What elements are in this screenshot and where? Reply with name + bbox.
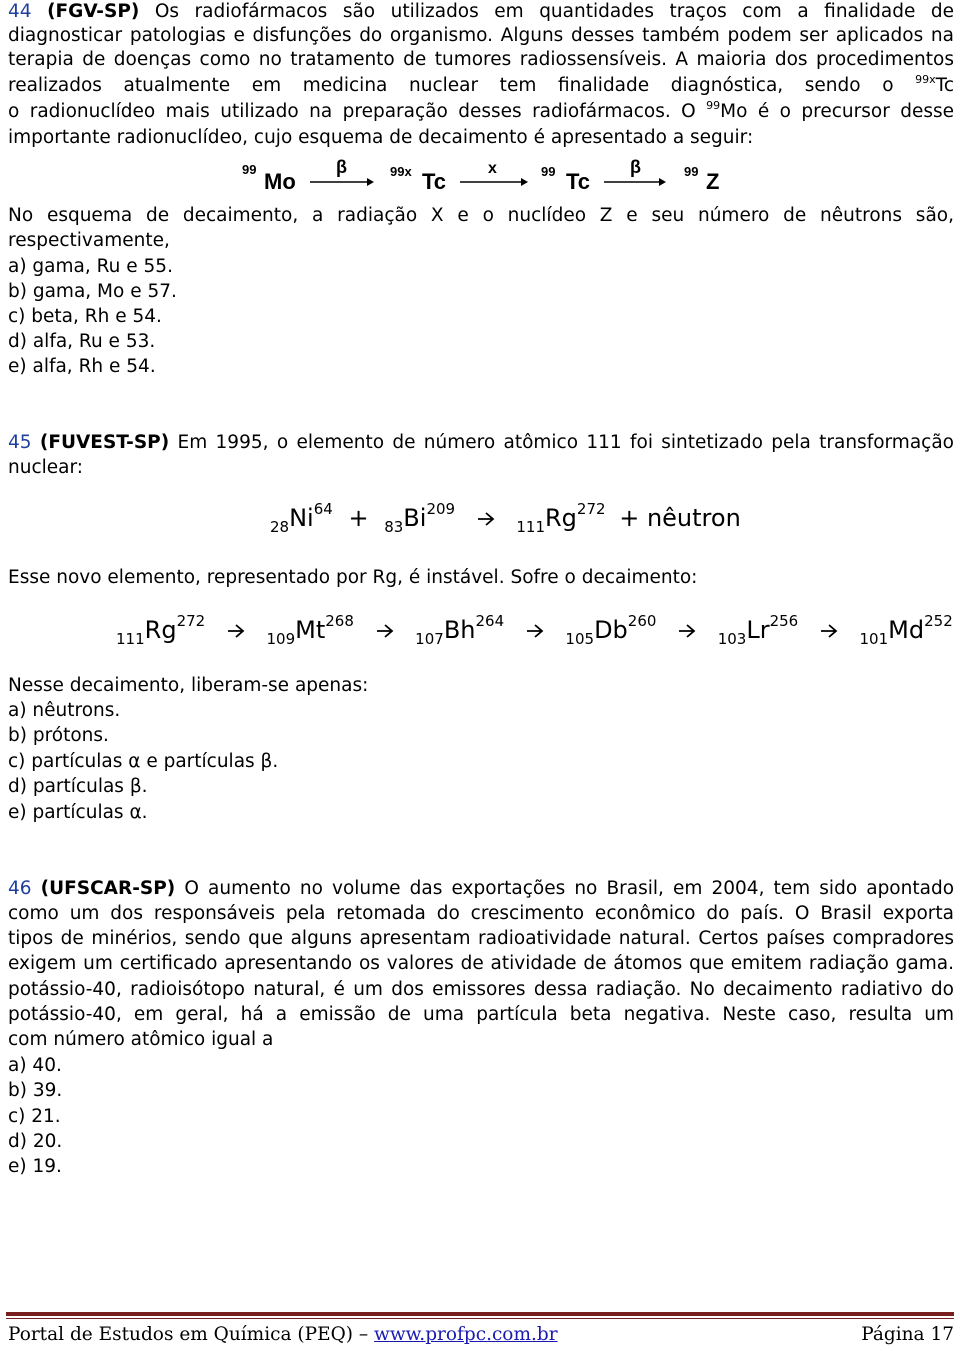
q44-line-8: respectivamente, <box>8 230 170 251</box>
arrow-2-head <box>521 178 528 186</box>
x-radiation-label: x <box>488 160 497 177</box>
arrow-1-head <box>367 178 374 186</box>
q45-option-e: e) partículas α. <box>8 802 148 823</box>
q46-line-2: como um dos responsáveis pela retomada do crescimento econômico do país. O Brasil exporta <box>8 903 954 924</box>
footer-link[interactable]: www.profpc.com.br <box>374 1324 558 1345</box>
q44-number: 44 <box>8 1 32 22</box>
z-symbol: Z <box>706 169 720 194</box>
q44-option-a: a) gama, Ru e 55. <box>8 256 173 277</box>
q46-option-a: a) 40. <box>8 1055 62 1076</box>
q45-option-d: d) partículas β. <box>8 776 148 797</box>
q44-line-4: realizados atualmente em medicina nuclear tem finalidade diagnóstica, sendo o $^{99x}$Tc <box>8 74 954 96</box>
q46-line-3: tipos de minérios, sendo que alguns apresentam radioatividade natural. Certos países compradores <box>8 928 954 949</box>
footer-rule-thick <box>6 1312 954 1316</box>
footer-rule-thin <box>6 1318 954 1319</box>
page-number: Página 17 <box>861 1324 954 1345</box>
q45-equation-1: $_{28}Ni^{64} + _{83}Bi^{209}$ $_{111}Rg^{272}$ + nêutron <box>270 500 741 536</box>
q44-option-c: c) beta, Rh e 54. <box>8 306 162 327</box>
tc-meta-mass-label: 99x <box>390 164 412 179</box>
q45-line-4: Nesse decaimento, liberam-se apenas: <box>8 675 369 696</box>
arrow-3-head <box>659 178 666 186</box>
q45-option-a: a) nêutrons. <box>8 700 121 721</box>
q45-line-3: Esse novo elemento, representado por Rg, é instável. Sofre o decaimento: <box>8 567 698 588</box>
q44-source: (FGV-SP) <box>47 1 140 22</box>
q44-decay-scheme <box>232 155 732 195</box>
q44-line-7: No esquema de decaimento, a radiação X e o nuclídeo Z e seu número de nêutrons são, <box>8 205 954 226</box>
arrow-right-icon <box>678 624 696 638</box>
arrow-right-icon <box>227 624 245 638</box>
beta-label-1: β <box>336 157 347 177</box>
q44-option-d: d) alfa, Ru e 53. <box>8 331 156 352</box>
arrow-right-icon <box>526 624 544 638</box>
q45-source: (FUVEST-SP) <box>39 432 170 453</box>
q46-option-b: b) 39. <box>8 1080 63 1101</box>
q44-line-6: importante radionuclídeo, cujo esquema de decaimento é apresentado a seguir: <box>8 127 754 148</box>
q46-source: (UFSCAR-SP) <box>40 878 176 899</box>
mo-symbol: Mo <box>264 169 296 194</box>
arrow-right-icon <box>376 624 394 638</box>
footer-title: Portal de Estudos em Química (PEQ) – <box>8 1324 369 1345</box>
q45-number: 45 <box>8 432 32 453</box>
q45-option-c: c) partículas α e partículas β. <box>8 751 279 772</box>
mo-mass-label: 99 <box>242 162 257 177</box>
beta-label-2: β <box>630 157 641 177</box>
q45-decay-chain: $_{111}Rg^{272}$ $_{109}Mt^{268}$ $_{107}Bh^{264}$ $_{105}Db^{260}$ $_{103}Lr^{256}$ $_{101}Md^{252}$ <box>116 612 953 648</box>
q46-option-c: c) 21. <box>8 1106 61 1127</box>
page-footer <box>8 1324 954 1345</box>
q46-option-e: e) 19. <box>8 1156 62 1177</box>
q46-line-6: potássio-40, em geral, há a emissão de uma partícula beta negativa. Neste caso, resulta um <box>8 1004 954 1025</box>
tc-symbol: Tc <box>566 169 591 194</box>
q46-line-1: 46 (UFSCAR-SP) O aumento no volume das exportações no Brasil, em 2004, tem sido apontado <box>8 878 954 899</box>
q45-option-b: b) prótons. <box>8 725 109 746</box>
q46-line-7: com número atômico igual a <box>8 1029 274 1050</box>
tc-meta-symbol: Tc <box>422 169 447 194</box>
q44-line-5: o radionuclídeo mais utilizado na preparação desses radiofármacos. O $^{99}$Mo é o precursor desse <box>8 100 954 122</box>
arrow-right-icon <box>477 512 495 526</box>
q44-line-2: diagnosticar patologias e disfunções do organismo. Alguns desses também podem ser aplicados na <box>8 25 954 46</box>
q44-option-b: b) gama, Mo e 57. <box>8 281 177 302</box>
q44-line-3: terapia de doenças como no tratamento de tumores radiossensíveis. A maioria dos procedimentos <box>8 49 954 70</box>
q46-number: 46 <box>8 878 32 899</box>
tc-mass-label: 99 <box>541 164 556 179</box>
q45-line-2: nuclear: <box>8 457 83 478</box>
q46-line-4: exigem um certificado apresentando os valores de atividade de átomos que emitem radiação gama. <box>8 953 954 974</box>
q45-line-1: 45 (FUVEST-SP) Em 1995, o elemento de número atômico 111 foi sintetizado pela transformação <box>8 432 954 453</box>
q44-line-1: 44 (FGV-SP) Os radiofármacos são utilizados em quantidades traços com a finalidade de <box>8 1 954 22</box>
z-mass-label: 99 <box>684 164 699 179</box>
q46-option-d: d) 20. <box>8 1131 63 1152</box>
q44-option-e: e) alfa, Rh e 54. <box>8 356 156 377</box>
q46-line-5: potássio-40, radioisótopo natural, é um dos emissores dessa radiação. No decaimento radiativo do <box>8 979 954 1000</box>
arrow-right-icon <box>820 624 838 638</box>
